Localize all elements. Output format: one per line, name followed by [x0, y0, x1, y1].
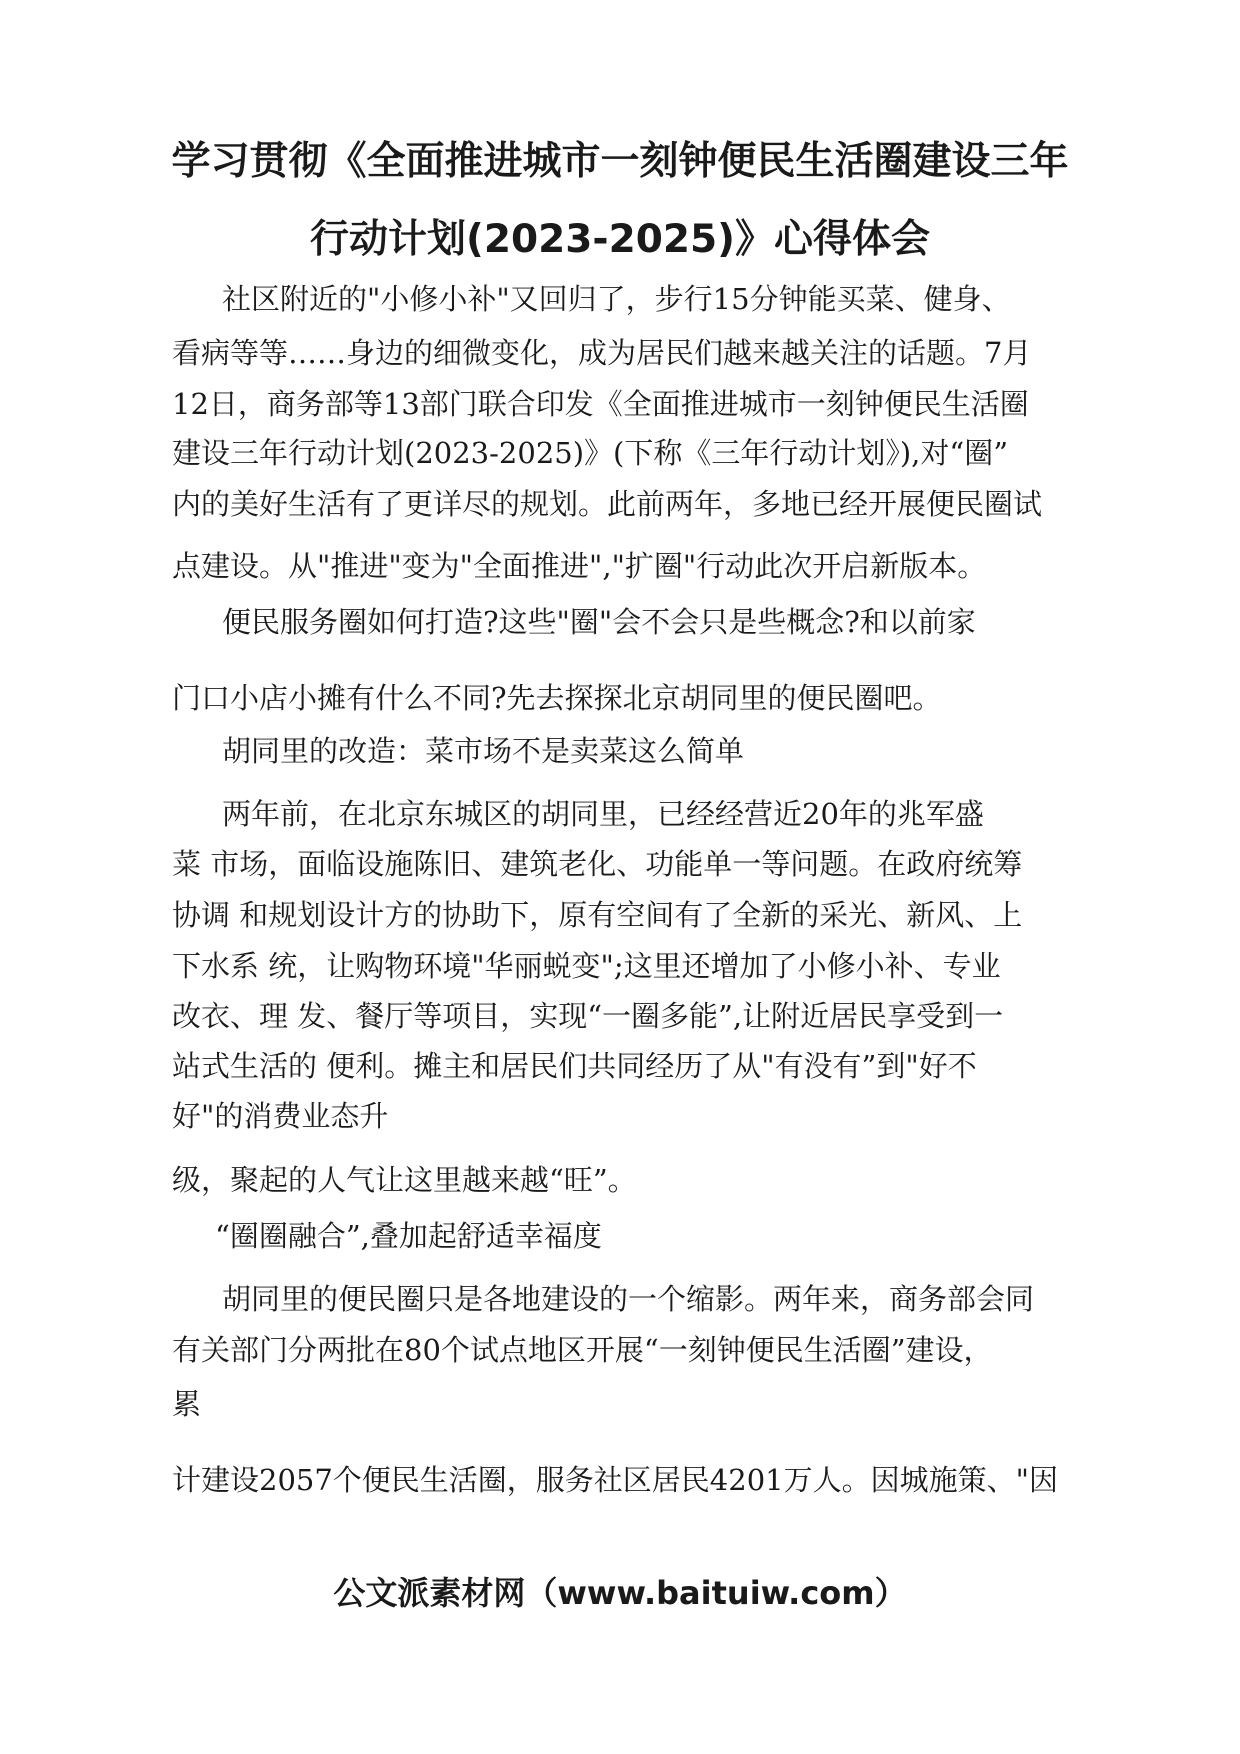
paragraph-3-line-6: 站式生活的 便利。摊主和居民们共同经历了从"有没有”到"好不	[172, 1049, 977, 1083]
paragraph-1-line-5: 内的美好生活有了更详尽的规划。此前两年，多地已经开展便民圈试	[172, 487, 1043, 521]
paragraph-1-line-1: 社区附近的"小修小补"又回归了，步行15分钟能买菜、健身、	[222, 282, 1011, 316]
paragraph-3-line-8: 级，聚起的人气让这里越来越“旺”。	[172, 1163, 637, 1197]
paragraph-3-line-4: 下水系 统，让购物环境"华丽蜕变";这里还增加了小修小补、专业	[172, 949, 1001, 983]
paragraph-2-line-2: 门口小店小摊有什么不同?先去探探北京胡同里的便民圈吧。	[172, 681, 942, 715]
paragraph-1-line-3: 12日，商务部等13部门联合印发《全面推进城市一刻钟便民生活圈	[172, 387, 1029, 421]
section-heading-1: 胡同里的改造：菜市场不是卖菜这么简单	[222, 734, 745, 768]
footer-watermark: 公文派素材网（www.baituiw.com）	[333, 1574, 907, 1612]
paragraph-4-line-4: 计建设2057个便民生活圈，服务社区居民4201万人。因城施策、"因	[172, 1463, 1058, 1497]
paragraph-3-line-5: 改衣、理 发、餐厅等项目，实现“一圈多能”,让附近居民享受到一	[172, 999, 1004, 1033]
paragraph-1-line-2: 看病等等……身边的细微变化，成为居民们越来越关注的话题。7月	[172, 336, 1032, 370]
paragraph-4-line-3: 累	[172, 1387, 202, 1421]
paragraph-3-line-7: 好"的消费业态升	[172, 1099, 389, 1133]
paragraph-3-line-3: 协调 和规划设计方的协助下，原有空间有了全新的采光、新风、上	[172, 898, 1023, 932]
paragraph-3-line-1: 两年前，在北京东城区的胡同里，已经经营近20年的兆军盛	[222, 797, 984, 831]
paragraph-3-line-2: 菜 市场，面临设施陈旧、建筑老化、功能单一等问题。在政府统筹	[172, 847, 1023, 881]
paragraph-4-line-1: 胡同里的便民圈只是各地建设的一个缩影。两年来，商务部会同	[222, 1282, 1035, 1316]
paragraph-4-line-2: 有关部门分两批在80个试点地区开展“一刻钟便民生活圈”建设，	[172, 1333, 993, 1367]
paragraph-2-line-1: 便民服务圈如何打造?这些"圈"会不会只是些概念?和以前家	[222, 605, 976, 639]
paragraph-1-line-6: 点建设。从"推进"变为"全面推进","扩圈"行动此次开启新版本。	[172, 549, 987, 583]
paragraph-1-line-4: 建设三年行动计划(2023-2025)》(下称《三年行动计划》),对“圈”	[172, 436, 1009, 470]
document-title-line-2: 行动计划(2023-2025)》心得体会	[310, 217, 930, 262]
document-title-line-1: 学习贯彻《全面推进城市一刻钟便民生活圈建设三年	[171, 139, 1069, 184]
section-heading-2: “圈圈融合”,叠加起舒适幸福度	[215, 1219, 602, 1253]
